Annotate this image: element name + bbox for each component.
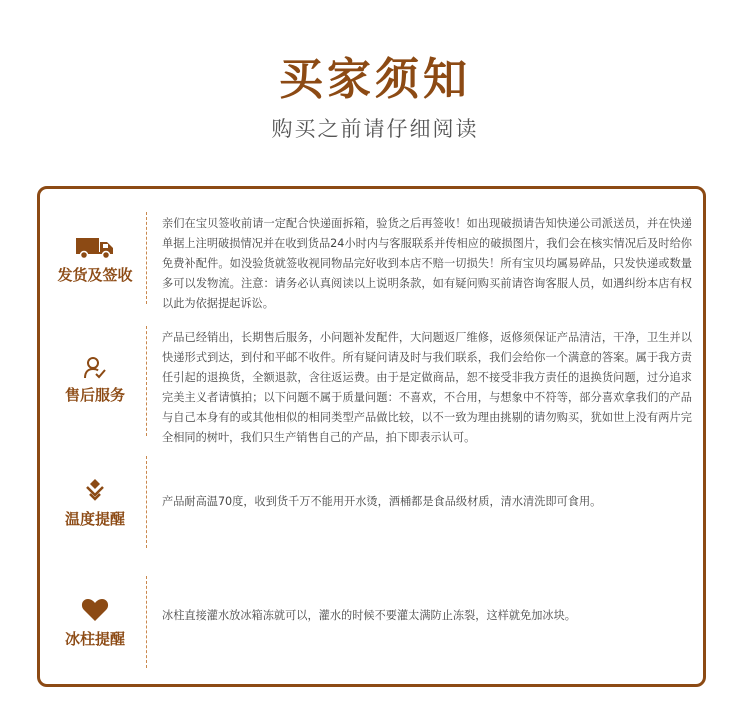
section-divider <box>146 212 147 304</box>
section-text: 冰柱直接灌水放冰箱冻就可以，灌水的时候不要灌太满防止冻裂，这样就免加冰块。 <box>162 609 576 622</box>
section-label: 发货及签收 <box>57 266 133 284</box>
section-divider <box>146 576 147 668</box>
page-title: 买家须知 <box>279 54 471 105</box>
section-text: 产品耐高温70度，收到货千万不能用开水烫，酒桶都是食品级材质，清水清洗即可食用。 <box>162 495 602 508</box>
section-label: 冰柱提醒 <box>64 630 125 648</box>
diamond-layers-icon <box>55 478 135 502</box>
section-divider <box>146 326 147 436</box>
section-text: 产品已经销出，长期售后服务，小问题补发配件，大问题返厂维修，返修须保证产品清洁，干净，卫生并以快递形式到达，到付和平邮不收件。所有疑问请及时与我们联系，我们会给你一个满意的答案。属于我方责任引起的退换货，全额退款，含往返运费。由于是定做商品，恕不接受非我方责任的退换货问题，过分追求完美主义者请慎拍；以下问题不属于质量问题：不喜欢，不合用，与想象中不符等，部分喜欢拿我们的产品与自己本身有的或其他相似的相同类型产品做比较，以不一致为理由挑剔的请勿购买，犹如世上没有两片完全相同的树叶，我们只生产销售自己的产品，拍下即表示认可。 <box>162 331 692 444</box>
heart-icon <box>55 598 135 622</box>
section-label: 售后服务 <box>64 386 125 404</box>
person-check-icon <box>55 356 135 380</box>
section-divider <box>146 456 147 548</box>
page-subtitle: 购买之前请仔细阅读 <box>271 117 479 141</box>
section-label: 温度提醒 <box>64 510 125 528</box>
truck-icon <box>55 236 135 260</box>
section-text: 亲们在宝贝签收前请一定配合快递面拆箱，验货之后再签收！如出现破损请告知快递公司派送员，并在快递单据上注明破损情况并在收到货品24小时内与客服联系并传相应的破损图片，我们会在核实情况后及时给你免费补配件。如没验货就签收视同物品完好收到本店不赔一切损失！所有宝贝均属易碎品，只发快递或数量多可以发物流。注意：请务必认真阅读以上说明条款，如有疑问购买前请咨询客服人员，如遇纠纷本店有权以此为依据提起诉讼。 <box>162 217 692 310</box>
